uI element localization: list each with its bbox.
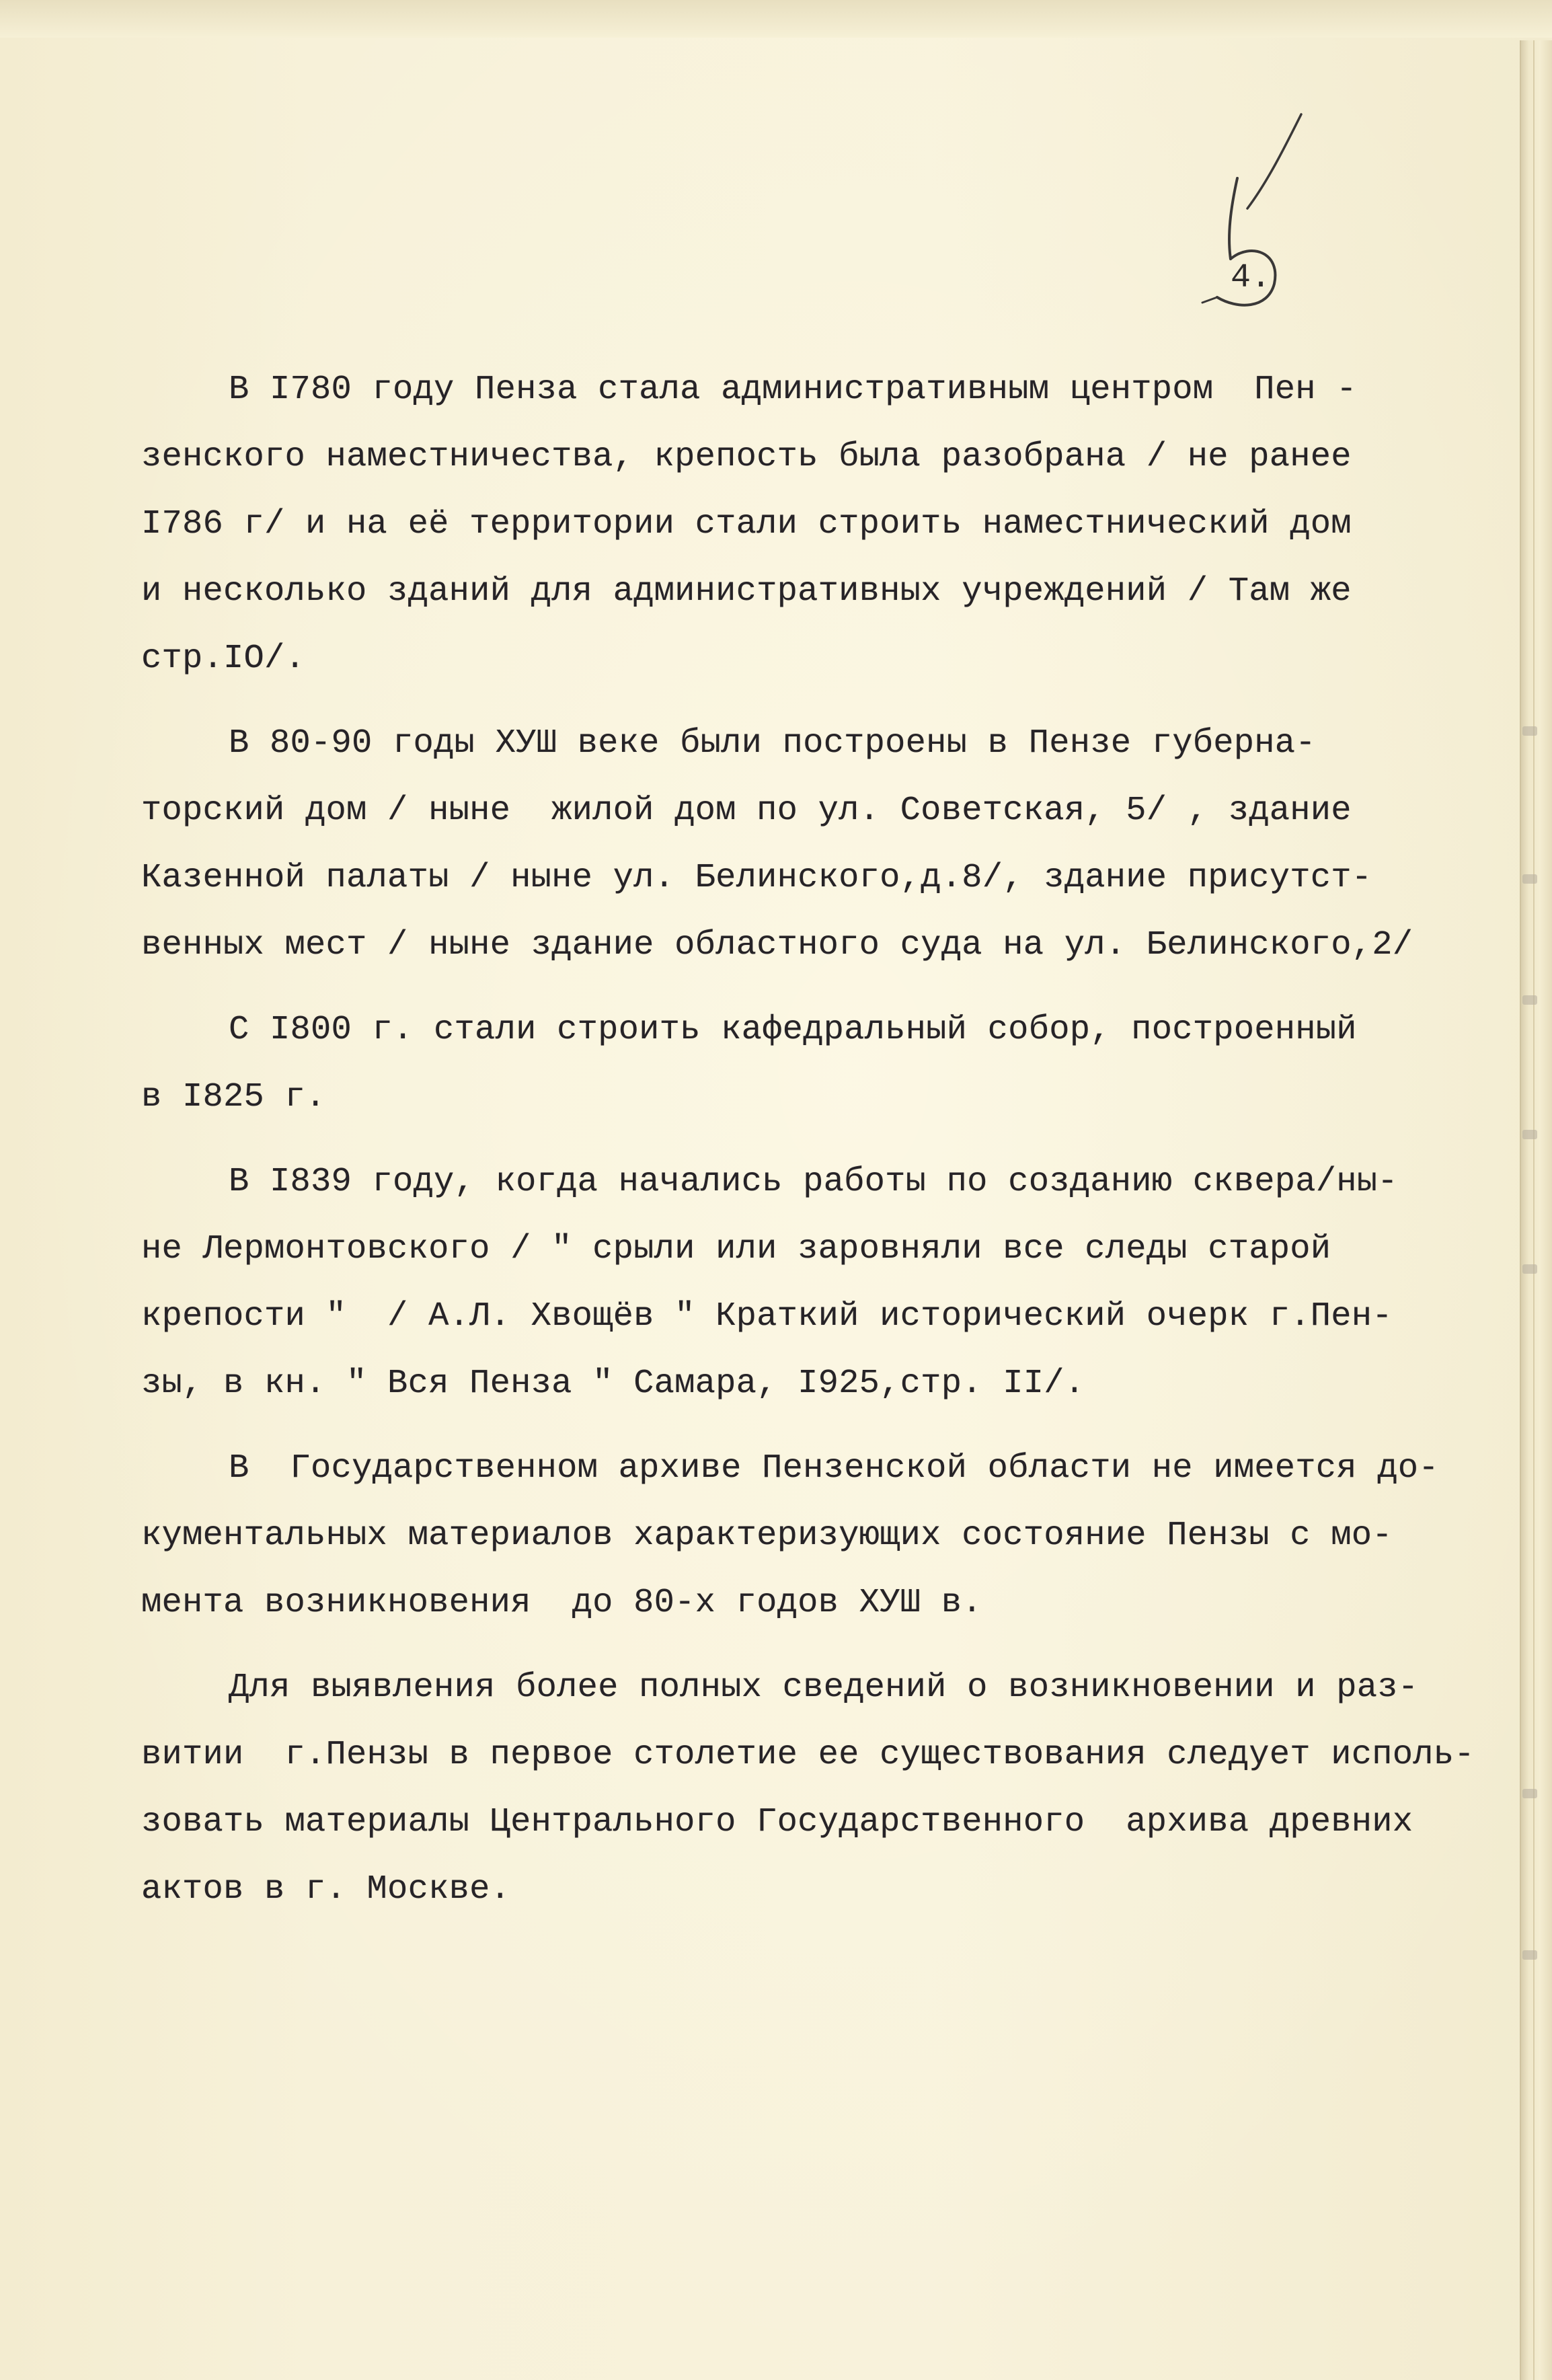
text-line: торский дом / ныне жилой дом по ул. Советская, 5/ , здание <box>141 792 1352 830</box>
text-line: в I825 г. <box>141 1078 326 1116</box>
text-line: Для выявления более полных сведений о возникновении и раз- <box>229 1668 1419 1707</box>
paragraph-2 <box>141 710 1493 979</box>
text-line: Казенной палаты / ныне ул. Белинского,д.8/, здание присутст- <box>141 859 1372 897</box>
text-line: мента возникновения до 80-х годов ХУШ в. <box>141 1584 982 1622</box>
page-top-edge <box>0 0 1552 38</box>
text-line: стр.IO/. <box>141 640 306 678</box>
text-line: В 80-90 годы ХУШ веке были построены в Пензе губерна- <box>229 724 1316 763</box>
text-line: и несколько зданий для административных учреждений / Там же <box>141 572 1352 611</box>
binding-hole <box>1522 1789 1537 1798</box>
text-line: зенского наместничества, крепость была разобрана / не ранее <box>141 438 1352 476</box>
binding-holes <box>1516 0 1543 2380</box>
text-line: зовать материалы Центрального Государственного архива древних <box>141 1803 1413 1841</box>
text-line: С I800 г. стали строить кафедральный собор, построенный <box>229 1011 1357 1049</box>
paragraph-3 <box>141 997 1493 1131</box>
text-line: зы, в кн. " Вся Пенза " Самара, I925,стр. II/. <box>141 1365 1085 1403</box>
paragraph-1 <box>141 356 1493 693</box>
binding-hole <box>1522 1264 1537 1274</box>
text-line: венных мест / ныне здание областного суда на ул. Белинского,2/ <box>141 926 1413 964</box>
text-line: актов в г. Москве. <box>141 1870 511 1909</box>
binding-hole <box>1522 1950 1537 1960</box>
text-line: В Государственном архиве Пензенской области не имеется до- <box>229 1449 1439 1488</box>
binding-hole <box>1522 1130 1537 1139</box>
typewritten-body <box>141 356 1493 1941</box>
text-line: витии г.Пензы в первое столетие ее существования следует исполь- <box>141 1736 1475 1774</box>
paragraph-5 <box>141 1435 1493 1637</box>
text-line: кументальных материалов характеризующих состояние Пензы с мо- <box>141 1517 1393 1555</box>
text-line: не Лермонтовского / " срыли или заровняли все следы старой <box>141 1230 1331 1268</box>
text-line: В I780 году Пенза стала административным центром Пен - <box>229 371 1357 409</box>
binding-hole <box>1522 995 1537 1005</box>
text-line: В I839 году, когда начались работы по созданию сквера/ны- <box>229 1163 1398 1201</box>
page-number: 4. <box>1231 259 1272 297</box>
binding-hole <box>1522 726 1537 736</box>
paragraph-4 <box>141 1149 1493 1418</box>
text-line: крепости " / А.Л. Хвощёв " Краткий исторический очерк г.Пен- <box>141 1297 1393 1336</box>
text-line: I786 г/ и на её территории стали строить наместнический дом <box>141 505 1352 543</box>
paragraph-6 <box>141 1654 1493 1923</box>
binding-hole <box>1522 874 1537 884</box>
